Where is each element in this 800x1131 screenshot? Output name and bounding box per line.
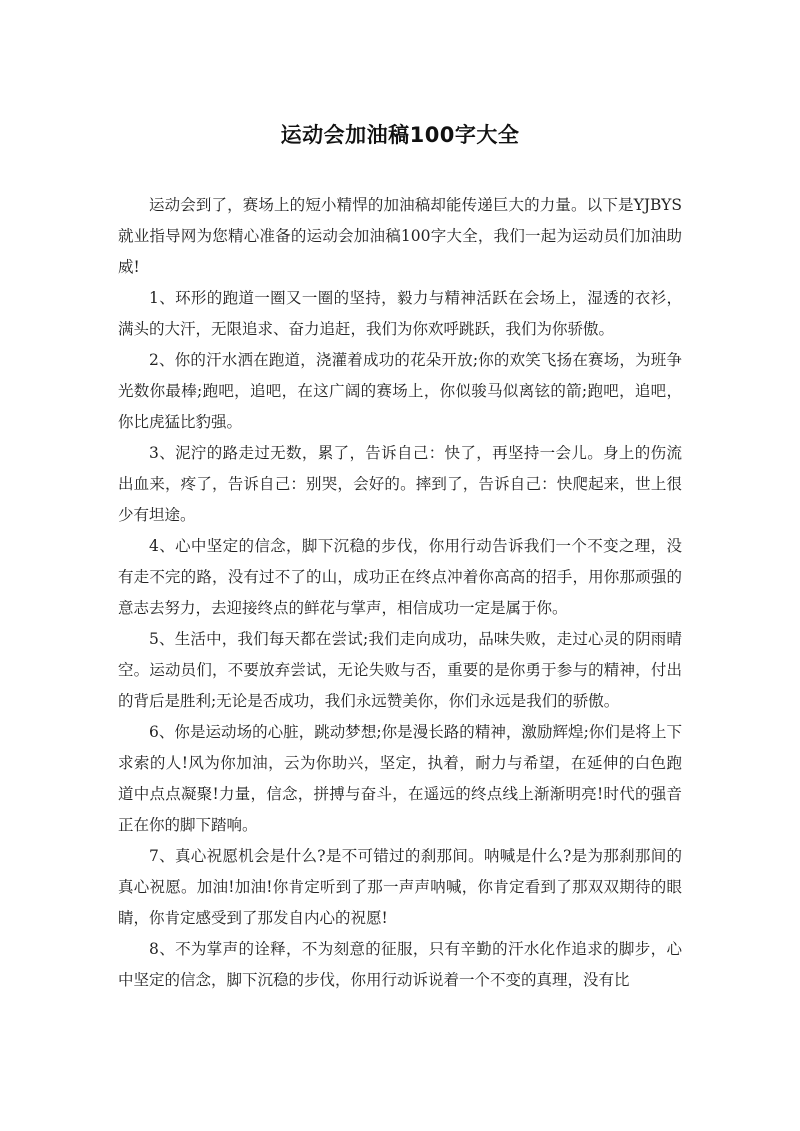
paragraph-2: 2、你的汗水洒在跑道，浇灌着成功的花朵开放;你的欢笑飞扬在赛场，为班争光数你最棒;跑吧，追吧，在这广阔的赛场上，你似骏马似离铉的箭;跑吧，追吧，你比虎猛比豹强。 [118,351,682,431]
paragraph-6: 6、你是运动场的心脏，跳动梦想;你是漫长路的精神，激励辉煌;你们是将上下求索的人!风为你加油，云为你助兴，坚定，执着，耐力与希望，在延伸的白色跑道中点点凝聚!力量，信念，拼搏与奋斗，在遥远的终点线上渐渐明亮!时代的强音正在你的脚下踏响。 [118,723,682,834]
paragraph-7: 7、真心祝愿机会是什么?是不可错过的刹那间。呐喊是什么?是为那刹那间的真心祝愿。加油!加油!你肯定听到了那一声声呐喊，你肯定看到了那双双期待的眼睛，你肯定感受到了那发自内心的祝愿! [118,847,682,927]
paragraph-5: 5、生活中，我们每天都在尝试;我们走向成功，品味失败，走过心灵的阴雨晴空。运动员们，不要放弃尝试，无论失败与否，重要的是你勇于参与的精神，付出的背后是胜利;无论是否成功，我们永远赞美你，你们永远是我们的骄傲。 [118,630,682,710]
paragraph-3: 3、泥泞的路走过无数，累了，告诉自己：快了，再坚持一会儿。身上的伤流出血来，疼了，告诉自己：别哭，会好的。摔到了，告诉自己：快爬起来，世上很少有坦途。 [118,444,682,524]
paragraph-1: 1、环形的跑道一圈又一圈的坚持，毅力与精神活跃在会场上，湿透的衣衫，满头的大汗，无限追求、奋力追赶，我们为你欢呼跳跃，我们为你骄傲。 [118,289,682,338]
document-body [118,190,682,996]
paragraph-8: 8、不为掌声的诠释，不为刻意的征服，只有辛勤的汗水化作追求的脚步，心中坚定的信念，脚下沉稳的步伐，你用行动诉说着一个不变的真理，没有比 [118,940,682,989]
paragraph-4: 4、心中坚定的信念，脚下沉稳的步伐，你用行动告诉我们一个不变之理，没有走不完的路，没有过不了的山，成功正在终点冲着你高高的招手，用你那顽强的意志去努力，去迎接终点的鲜花与掌声，相信成功一定是属于你。 [118,537,682,617]
document-title: 运动会加油稿100字大全 [280,123,520,147]
intro-paragraph: 运动会到了，赛场上的短小精悍的加油稿却能传递巨大的力量。以下是YJBYS就业指导网为您精心准备的运动会加油稿100字大全，我们一起为运动员们加油助威! [118,196,682,276]
